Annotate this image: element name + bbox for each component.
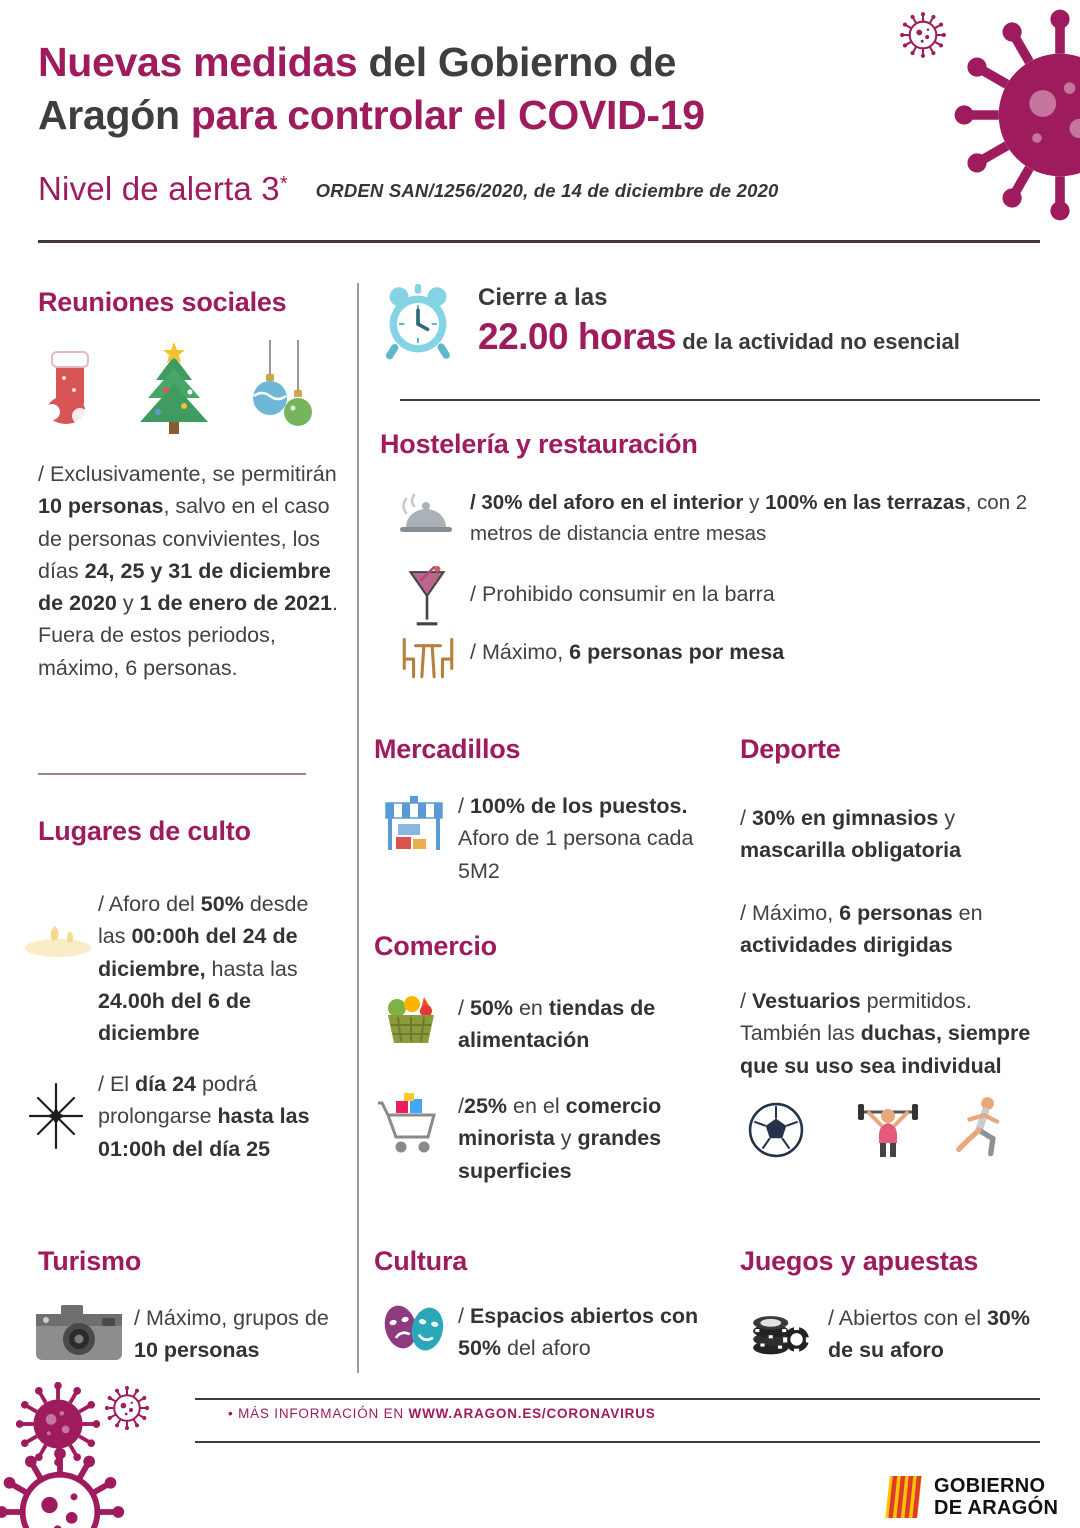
section-title-mercadillos: Mercadillos bbox=[374, 734, 521, 764]
cocktail-icon bbox=[408, 566, 446, 630]
section-title-turismo: Turismo bbox=[38, 1246, 142, 1276]
logo-line2: DE ARAGÓN bbox=[934, 1497, 1059, 1519]
section-title-culto: Lugares de culto bbox=[38, 816, 251, 846]
page-title: Nuevas medidas del Gobierno de Aragón para controlar el COVID-19 bbox=[38, 39, 705, 139]
food-basket-icon bbox=[382, 992, 440, 1048]
ornaments-icon bbox=[246, 340, 318, 434]
section-title-reuniones: Reuniones sociales bbox=[38, 287, 287, 317]
alert-level-row bbox=[38, 170, 779, 208]
section-title-juegos: Juegos y apuestas bbox=[740, 1246, 979, 1276]
deporte-item: / 30% en gimnasios y mascarilla obligatoria bbox=[740, 806, 962, 863]
header-rule bbox=[38, 240, 1040, 243]
reuniones-body: / Exclusivamente, se permitirán 10 personas, salvo en el caso de personas convivientes, los días 24, 25 y 31 de diciembre de 2020 y 1 de enero de 2021. Fuera de estos periodos, máximo, 6 personas. bbox=[38, 462, 339, 680]
runner-icon bbox=[952, 1096, 1006, 1160]
weightlifter-icon bbox=[856, 1098, 920, 1160]
comercio-item: /25% en el comercio minorista y grandes superficies bbox=[458, 1094, 662, 1183]
section-title-comercio: Comercio bbox=[374, 931, 497, 961]
section-title-deporte: Deporte bbox=[740, 734, 841, 764]
alarm-clock-icon bbox=[380, 282, 456, 364]
left-column-divider bbox=[38, 773, 306, 775]
hosteleria-item: / 30% del aforo en el interior y 100% en las terrazas, con 2 metros de distancia entre mesas bbox=[470, 491, 1028, 545]
serving-cloche-icon bbox=[398, 492, 454, 540]
hosteleria-item: / Prohibido consumir en la barra bbox=[470, 582, 775, 606]
theater-masks-icon bbox=[380, 1298, 448, 1356]
camera-icon bbox=[34, 1300, 124, 1364]
virus-icon bbox=[0, 1442, 130, 1528]
section-title-cultura: Cultura bbox=[374, 1246, 468, 1276]
closing-line2: 22.00 horas de la actividad no esencial bbox=[478, 316, 960, 357]
virus-icon bbox=[945, 0, 1080, 230]
deporte-item: / Vestuarios permitidos. También las duchas, siempre que su uso sea individual bbox=[740, 989, 1031, 1078]
footer-rule-top bbox=[195, 1398, 1040, 1400]
comercio-item: / 50% en tiendas de alimentación bbox=[458, 996, 656, 1053]
order-reference: ORDEN SAN/1256/2020, de 14 de diciembre de 2020 bbox=[315, 180, 779, 201]
culto-item: / El día 24 podrá prolongarse hasta las 01:00h del día 25 bbox=[98, 1072, 310, 1161]
virus-icon bbox=[103, 1384, 151, 1432]
christmas-stocking-icon bbox=[44, 348, 102, 436]
closing-banner bbox=[478, 284, 960, 355]
turismo-item: / Máximo, grupos de 10 personas bbox=[134, 1306, 329, 1363]
alert-level: Nivel de alerta 3 bbox=[38, 170, 280, 207]
deporte-item: / Máximo, 6 personas en actividades dirigidas bbox=[740, 901, 983, 958]
juegos-item: / Abiertos con el 30% de su aforo bbox=[828, 1306, 1030, 1363]
candle-glow-icon bbox=[22, 918, 94, 962]
vertical-divider bbox=[357, 283, 359, 1373]
mercadillos-item: / 100% de los puestos. Aforo de 1 persona cada 5M2 bbox=[458, 794, 694, 883]
logo-line1: GOBIERNO bbox=[934, 1475, 1046, 1497]
shopping-cart-icon bbox=[378, 1092, 442, 1158]
closing-rule bbox=[400, 399, 1040, 401]
culto-item: / Aforo del 50% desde las 00:00h del 24 de diciembre, hasta las 24.00h del 6 de diciembre bbox=[98, 892, 309, 1045]
alert-asterisk: * bbox=[279, 173, 288, 195]
gobierno-aragon-logo bbox=[884, 1474, 1058, 1520]
section-title-hosteleria: Hostelería y restauración bbox=[380, 429, 698, 459]
footer-info-text: • MÁS INFORMACIÓN EN WWW.ARAGON.ES/CORONAVIRUS bbox=[228, 1406, 656, 1421]
soccer-ball-icon bbox=[748, 1102, 804, 1158]
aragon-flag-icon bbox=[884, 1474, 924, 1520]
poker-chips-icon bbox=[748, 1298, 810, 1358]
footer-rule-bottom bbox=[195, 1441, 1040, 1443]
christmas-tree-icon bbox=[128, 340, 220, 438]
market-stall-icon bbox=[384, 795, 444, 853]
hosteleria-item: / Máximo, 6 personas por mesa bbox=[470, 640, 785, 664]
star-icon bbox=[24, 1082, 88, 1150]
closing-line1: Cierre a las bbox=[478, 284, 608, 311]
cultura-item: / Espacios abiertos con 50% del aforo bbox=[458, 1304, 699, 1361]
terrace-table-icon bbox=[396, 632, 460, 680]
virus-icon bbox=[898, 10, 948, 60]
